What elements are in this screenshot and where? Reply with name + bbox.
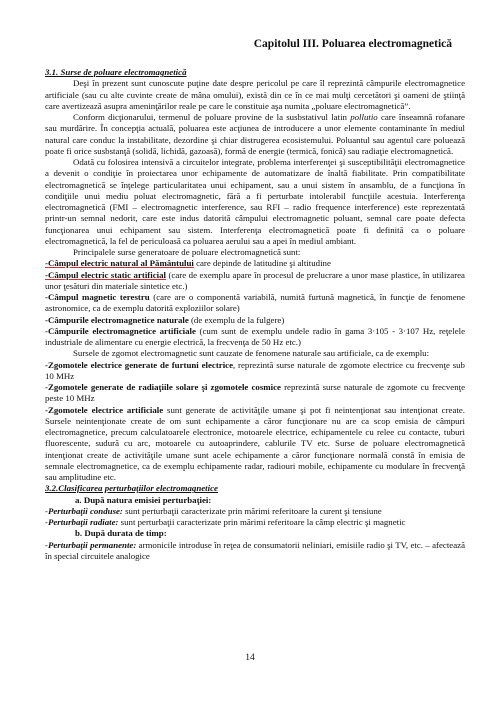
paragraph-compatibility: Odată cu folosirea intensivă a circuitelor integrate, problema interferenţei şi susceptibilităţii electromagnetice a devenit o condiţie în proiectarea unor echipamente de automatizare de înaltă fiabilitate. Prin compatibilitate electromagnetică se înţelege particularitatea unui echipament, sau a unui sistem în ansamblu, de a funcţiona în condiţiile unui mediu poluat electromagnetic, fără a fi perturbate intolerabil funcţiile acestuia. Interferenţa electromagnetică (FMI – electromagnetic interference, sau RFI – radio frequence interference) este reprezentată printr-un semnal nedorit, care este indus datorită câmpului electromagnetic poluant, semnal care poate defecta funcţionarea unui echipament sau sistem. Interferenţa electromagnetică poate fi definită ca o poluare electromagnetică, la fel de periculoasă ca poluarea aerului sau a apei în mediul ambiant. xyxy=(45,157,465,246)
paragraph-definition xyxy=(45,112,465,157)
section-heading-3-1: 3.1. Surse de poluare electromagnetică xyxy=(45,67,187,77)
list-item-desc: armonicile introduse în reţea de consumatorii neliniari, emisiile radio şi TV, etc. – afectează în special circuitele analogice xyxy=(45,539,465,561)
list-item-term: -Perturbaţii radiate: xyxy=(45,517,119,527)
list-item-desc: (care are o componentă variabilă, numită furtună magnetică, în funcţie de fenomene astronomice, ca de exemplu datorită exploziilor solare) xyxy=(45,292,466,314)
list-item-term: -Câmpurile electromagnetice artificiale xyxy=(45,325,196,336)
list-item xyxy=(45,540,465,563)
list-item-desc: (cum sunt de exemplu undele radio în gama 3·105 - 3·107 Hz, reţelele industriale de alimentare cu energie electrică, la frecvenţa de 50 Hz etc.) xyxy=(45,325,465,347)
paragraph-noise-intro: Sursele de zgomot electromagnetic sunt cauzate de fenomene naturale sau artificiale, ca de exemplu: xyxy=(73,348,430,359)
list-item-term: -Zgomotele electrice artificiale xyxy=(45,404,164,415)
list-item-term: -Câmpul electric natural al Pământului xyxy=(45,258,194,269)
subheading-a: a. După natura emisiei perturbaţiei: xyxy=(75,494,212,505)
list-item-desc: reprezintă surse naturale de zgomote cu frecvenţe peste 10 MHz xyxy=(45,382,465,404)
list-item xyxy=(45,326,465,349)
list-item-desc: sunt generate de activităţile umane şi pot fi neintenţionat sau intenţionat create. Sursele neintenţionate create de om sunt echipamente a căror funcţionare nu are ca scop emisia de câmpuri electromagnetice, precum calculatoarele electronice, motoarele electrice, echipamentele cu relee cu contacte, tuburi fluorescente, sudură cu arc, motoarele cu autoaprindere, cablurile TV etc. Surse de poluare electromagnetică intenţionat create de activităţile umane sunt acele echipamente a căror funcţionare normală constă în emisia de semnale electromagnetice, ca de exemplu echipamente radar, radiouri mobile, echipamente cu modulare în frecvenţă sau amplitudine etc. xyxy=(45,404,465,482)
chapter-title: Capitolul III. Poluarea electromagnetică xyxy=(253,38,452,50)
list-item-term: -Câmpurile electromagnetice naturale xyxy=(45,314,189,325)
list-item xyxy=(45,517,465,528)
list-item xyxy=(45,405,465,484)
paragraph-intro: Deşi în prezent sunt cunoscute puţine date despre pericolul pe care îl reprezintă câmpurile electromagnetice artificiale (sau cu alte cuvinte create de mâna omului), există din ce în ce mai mulţi cercetători şi oameni de ştiinţă care avertizează asupra ameninţărilor reale pe care le constituie aşa numita „poluare electromagnetică”. xyxy=(45,78,465,111)
list-item-term: -Zgomotele generate de radiaţiile solare şi zgomotele cosmice xyxy=(45,382,281,392)
list-item-term: -Zgomotele electrice generate de furtuni electrice xyxy=(45,359,233,370)
list-item-term: -Câmpul magnetic terestru xyxy=(45,292,150,302)
list-item-term: -Perturbaţii permanente: xyxy=(45,539,137,550)
list-item xyxy=(45,258,465,269)
list-item xyxy=(45,292,465,315)
section-heading-3-2: 3.2.Clasificarea perturbaţiilor electromagnetice xyxy=(45,483,218,494)
subheading-b: b. După durata de timp: xyxy=(75,528,167,539)
paragraph-sources-intro: Principalele surse generatoare de poluare electromagnetică sunt: xyxy=(73,247,301,257)
list-item-desc: (de exemplu de la fulgere) xyxy=(188,314,285,325)
list-item xyxy=(45,315,465,326)
list-item-desc: (care de exemplu apare în procesul de prelucrare a unor mase plastice, în utilizarea unor ţesături din materiale sintetice etc.) xyxy=(45,269,465,291)
list-item-term: -Perturbaţii conduse: xyxy=(45,505,123,516)
list-item xyxy=(45,360,465,383)
list-item-term: -Câmpul electric static artificial xyxy=(45,269,166,280)
list-item-desc: , reprezintă surse naturale de zgomote electrice cu frecvenţe sub 10 MHz xyxy=(45,359,465,381)
list-item-desc: care depinde de latitudine şi altitudine xyxy=(193,258,331,269)
list-item xyxy=(45,382,465,405)
latin-term: pollutio xyxy=(350,112,378,122)
list-item xyxy=(45,270,465,293)
page-number: 14 xyxy=(245,653,255,663)
list-item xyxy=(45,506,465,517)
paragraph-definition-part-2: care înseamnă rofanare sau murdărire. În concepţia actuală, poluarea este acţiunea de introducere a unor elemente contaminante în mediul natural care conduc la instabilitate, dezordine şi chiar distrugerea ecosistemului. Poluantul sau agentul care poluează poate fi orice susbstanţă (solidă, lichidă, gazoasă), formă de energie (termică, fonică) sau radiaţie electromagnetică. xyxy=(45,112,465,156)
list-item-desc: sunt perturbaţii caracterizate prin mărimi referitoare la curent şi tensiune xyxy=(122,505,382,516)
list-item-desc: sunt perturbaţii caracterizate prin mărimi referitoare la câmp electric şi magnetic xyxy=(118,517,406,527)
page-body xyxy=(45,60,465,562)
paragraph-definition-part-1: Conform dicţionarului, termenul de poluare provine de la susbstativul latin xyxy=(73,112,351,122)
